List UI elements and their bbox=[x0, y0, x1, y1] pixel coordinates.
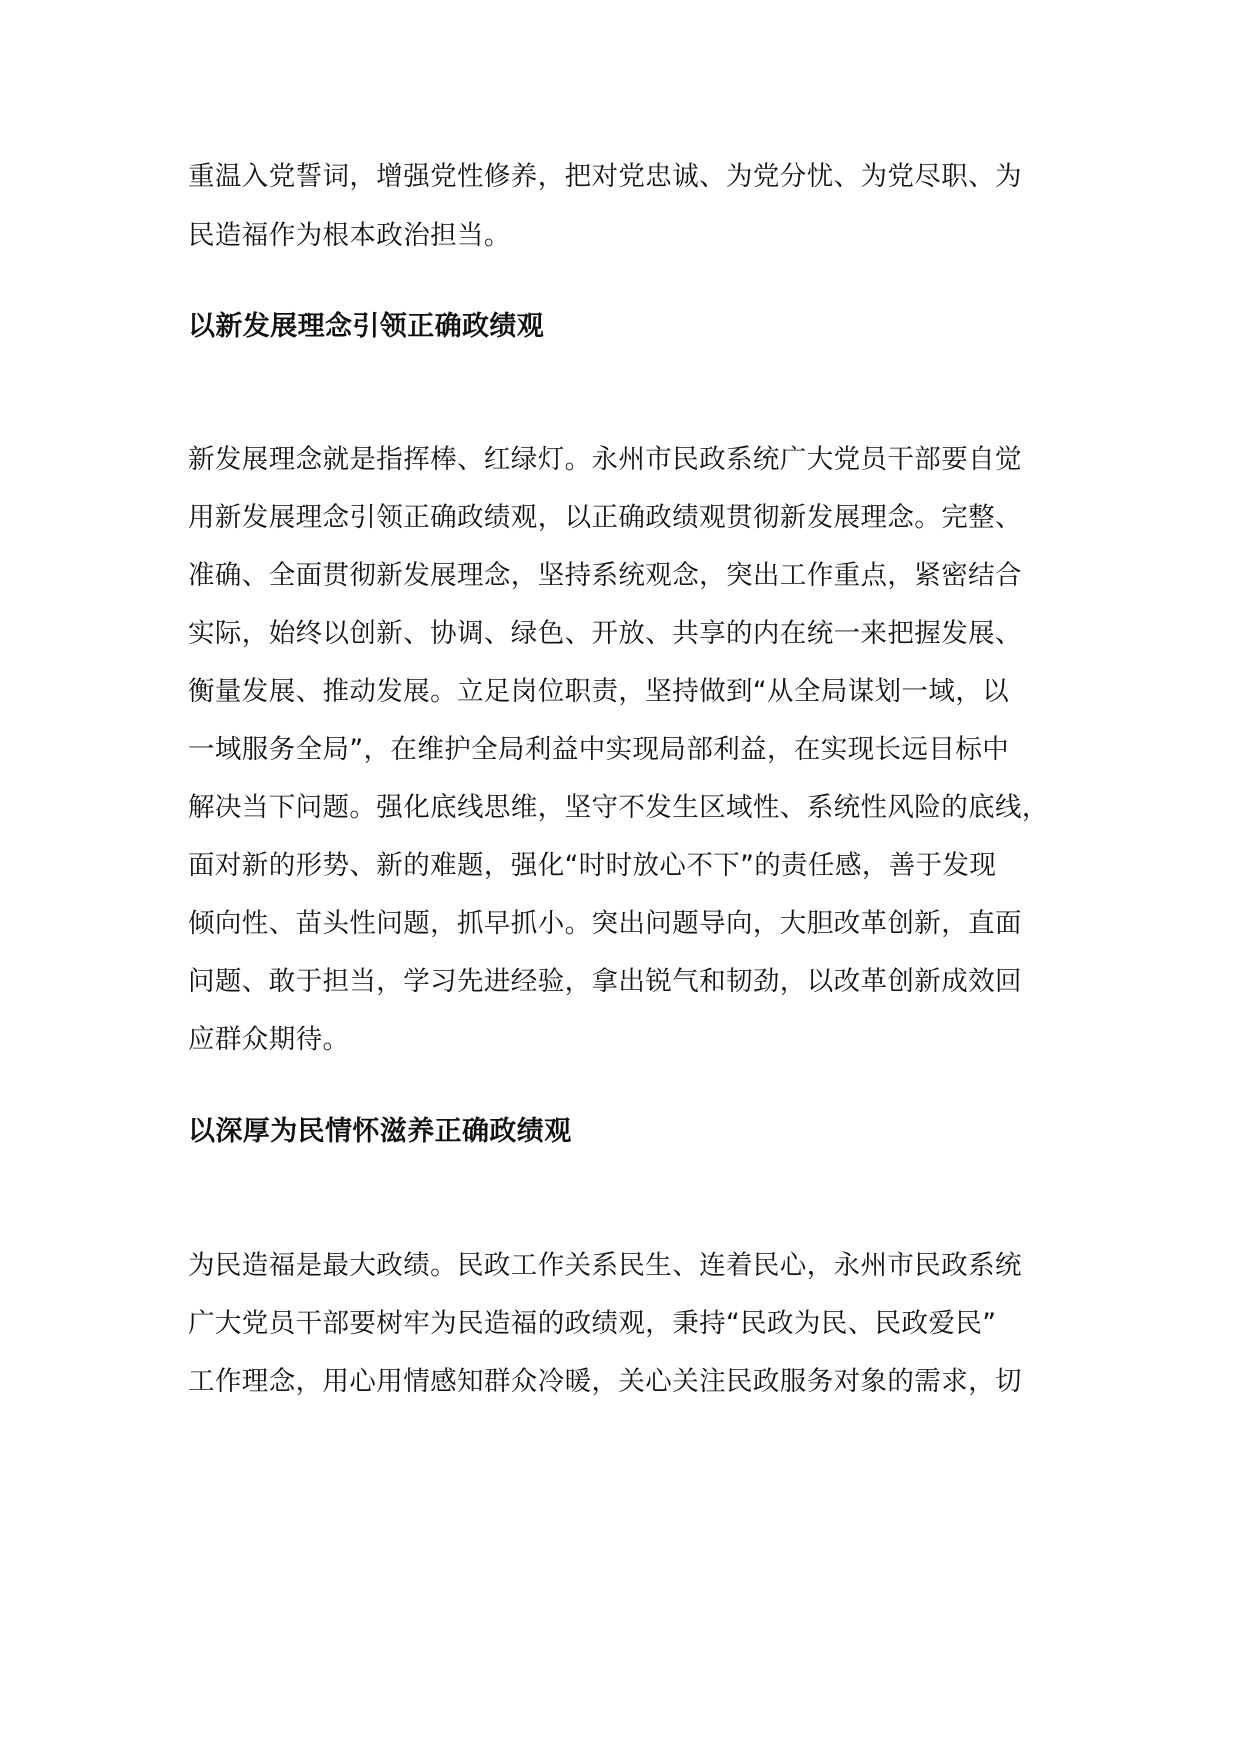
paragraph-2-line-4: 实际，始终以创新、协调、绿色、开放、共享的内在统一来把握发展、 bbox=[188, 618, 1022, 649]
section-heading-2: 以深厚为民情怀滋养正确政绩观 bbox=[188, 1116, 572, 1147]
paragraph-2-line-11: 应群众期待。 bbox=[188, 1024, 350, 1055]
paragraph-2-line-7: 解决当下问题。强化底线思维，坚守不发生区域性、系统性风险的底线， bbox=[188, 792, 1049, 823]
paragraph-2-line-10: 问题、敢于担当，学习先进经验，拿出锐气和韧劲，以改革创新成效回 bbox=[188, 966, 1022, 997]
section-heading-1: 以新发展理念引领正确政绩观 bbox=[188, 311, 545, 342]
paragraph-1-line-1: 重温入党誓词，增强党性修养，把对党忠诚、为党分忧、为党尽职、为 bbox=[188, 161, 1022, 192]
paragraph-2-line-5: 衡量发展、推动发展。立足岗位职责，坚持做到“从全局谋划一域，以 bbox=[188, 676, 1010, 707]
paragraph-2-line-6: 一域服务全局”，在维护全局利益中实现局部利益，在实现长远目标中 bbox=[188, 734, 1010, 765]
paragraph-2-line-3: 准确、全面贯彻新发展理念，坚持系统观念，突出工作重点，紧密结合 bbox=[188, 560, 1022, 591]
paragraph-3-line-1: 为民造福是最大政绩。民政工作关系民生、连着民心，永州市民政系统 bbox=[188, 1250, 1022, 1281]
paragraph-3-line-2: 广大党员干部要树牢为民造福的政绩观，秉持“民政为民、民政爱民” bbox=[188, 1308, 997, 1339]
paragraph-1-line-2: 民造福作为根本政治担当。 bbox=[188, 220, 511, 251]
paragraph-3-line-3: 工作理念，用心用情感知群众冷暖，关心关注民政服务对象的需求，切 bbox=[188, 1366, 1022, 1397]
paragraph-2-line-2: 用新发展理念引领正确政绩观，以正确政绩观贯彻新发展理念。完整、 bbox=[188, 502, 1022, 533]
paragraph-2-line-9: 倾向性、苗头性问题，抓早抓小。突出问题导向，大胆改革创新，直面 bbox=[188, 908, 1022, 939]
paragraph-2-line-1: 新发展理念就是指挥棒、红绿灯。永州市民政系统广大党员干部要自觉 bbox=[188, 444, 1022, 475]
paragraph-2-line-8: 面对新的形势、新的难题，强化“时时放心不下”的责任感，善于发现 bbox=[188, 850, 997, 881]
